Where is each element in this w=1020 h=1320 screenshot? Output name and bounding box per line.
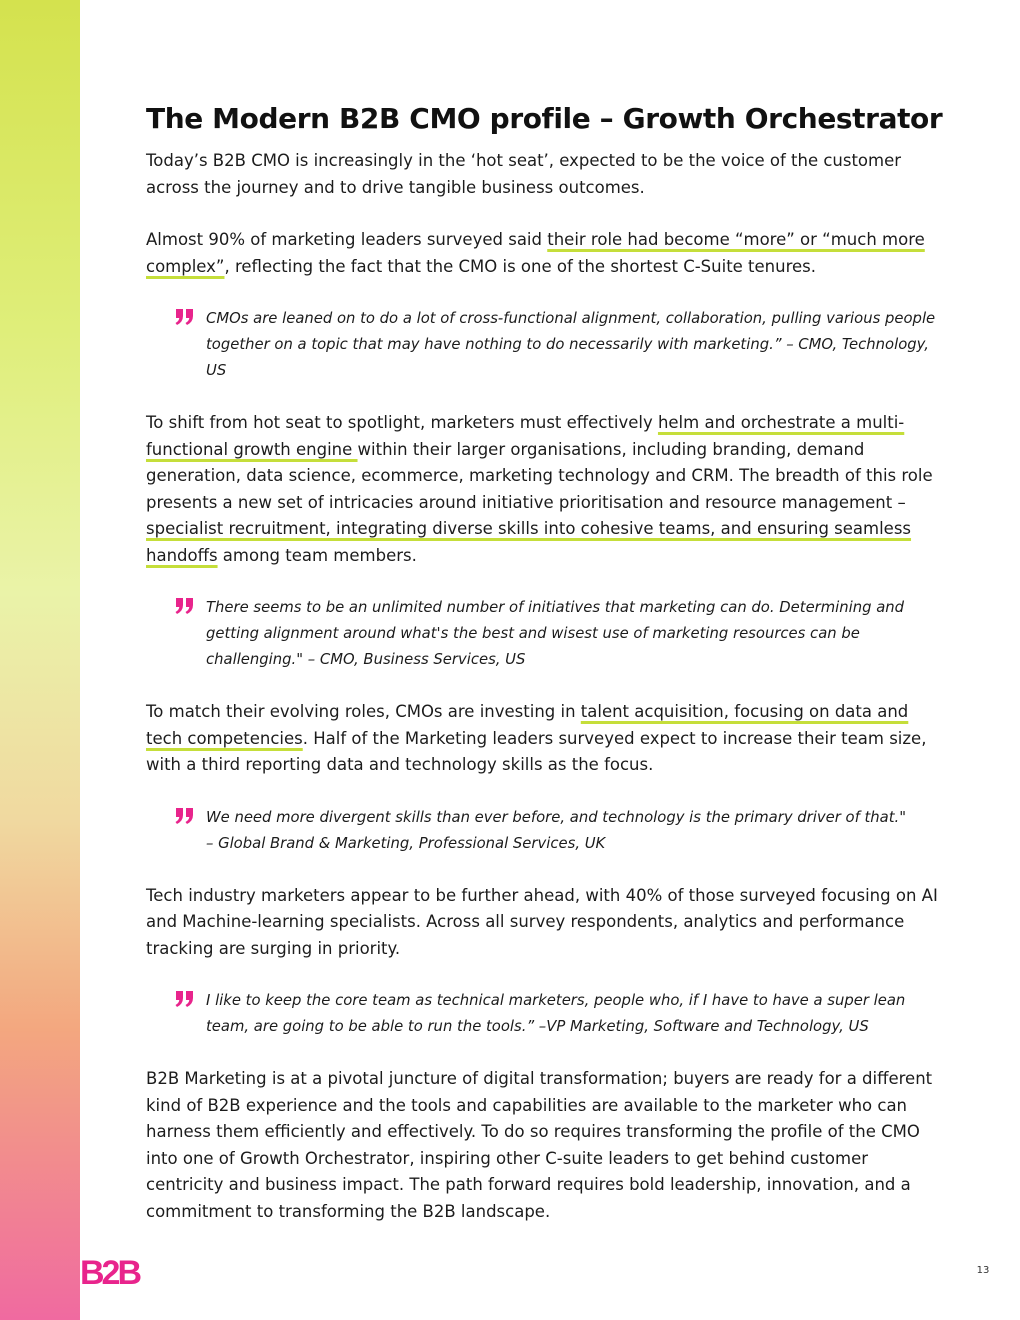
quote-mark-icon	[174, 597, 196, 615]
b2b-logo	[80, 1254, 144, 1290]
quote-mark-icon	[174, 807, 196, 825]
quote-block	[146, 306, 946, 384]
paragraph-text: within their larger organisations, including branding, demand generation, data science, ecommerce, marketing technology and CRM. The breadth of this role presents a new set of intricacies around initiative prioritisation and resource management –	[146, 439, 933, 512]
quote-block	[146, 595, 946, 673]
quote-block	[146, 805, 946, 857]
paragraph-text: To match their evolving roles, CMOs are investing in	[146, 702, 581, 721]
quote-mark-icon	[174, 308, 196, 326]
paragraph-orchestrate	[146, 410, 946, 569]
paragraph-text: B2B Marketing is at a pivotal juncture of digital transformation; buyers are ready for a different kind of B2B experience and the tools and capabilities are available to the marketer who can harness them efficiently and effectively. To do so requires transforming the profile of the CMO into one of Growth Orchestrator, inspiring other C-suite leaders to get behind customer centricity and business impact. The path forward requires bold leadership, innovation, and a commitment to transforming the B2B landscape.	[146, 1069, 933, 1221]
paragraph-complexity	[146, 227, 946, 280]
quote-mark-icon	[174, 990, 196, 1008]
quote-text: There seems to be an unlimited number of initiatives that marketing can do. Determining and getting alignment around what's the best and wisest use of marketing resources can be challenging." – CMO, Business Services, US	[206, 599, 905, 668]
paragraph-talent	[146, 699, 946, 779]
paragraph-text: . Half of the Marketing leaders surveyed expect to increase their team size, with a third reporting data and technology skills as the focus.	[146, 728, 927, 774]
quote-text: We need more divergent skills than ever before, and technology is the primary driver of that."	[206, 808, 907, 826]
page-number: 13	[976, 1265, 990, 1276]
quote-attribution: – Global Brand & Marketing, Professional Services, UK	[206, 834, 606, 852]
highlighted-text: their role had become “more” or “much more complex”	[146, 230, 925, 276]
quote-text: I like to keep the core team as technical marketers, people who, if I have to have a super lean team, are going to be able to run the tools.” –VP Marketing, Software and Technology, US	[206, 992, 906, 1035]
paragraph-intro	[146, 148, 946, 201]
paragraph-tech-industry	[146, 883, 946, 963]
paragraph-conclusion	[146, 1066, 946, 1225]
paragraph-text: Almost 90% of marketing leaders surveyed said	[146, 230, 548, 249]
page-title: The Modern B2B CMO profile – Growth Orchestrator	[146, 102, 943, 135]
paragraph-text: among team members.	[217, 545, 417, 565]
highlighted-text: helm and orchestrate a multi-functional growth engine	[146, 413, 905, 459]
quote-text: CMOs are leaned on to do a lot of cross-functional alignment, collaboration, pulling various people together on a topic that may have nothing to do necessarily with marketing.” – CMO, Technology, US	[206, 310, 936, 379]
article	[146, 100, 946, 1251]
highlighted-text: talent acquisition, focusing on data and tech competencies	[146, 702, 909, 748]
quote-block	[146, 988, 946, 1040]
logo-text: B2B	[80, 1254, 140, 1290]
paragraph-text: , reflecting the fact that the CMO is one of the shortest C-Suite tenures.	[224, 256, 817, 276]
paragraph-text: Tech industry marketers appear to be further ahead, with 40% of those surveyed focusing on AI and Machine-learning specialists. Across all survey respondents, analytics and performance tracking are surging in priority.	[146, 885, 938, 958]
highlighted-text: specialist recruitment, integrating diverse skills into cohesive teams, and ensuring seamless handoffs	[146, 519, 912, 565]
paragraph-text: Today’s B2B CMO is increasingly in the ‘hot seat’, expected to be the voice of the customer across the journey and to drive tangible business outcomes.	[146, 151, 902, 197]
side-gradient-bar	[0, 0, 80, 1320]
paragraph-text: To shift from hot seat to spotlight, marketers must effectively	[146, 413, 658, 432]
